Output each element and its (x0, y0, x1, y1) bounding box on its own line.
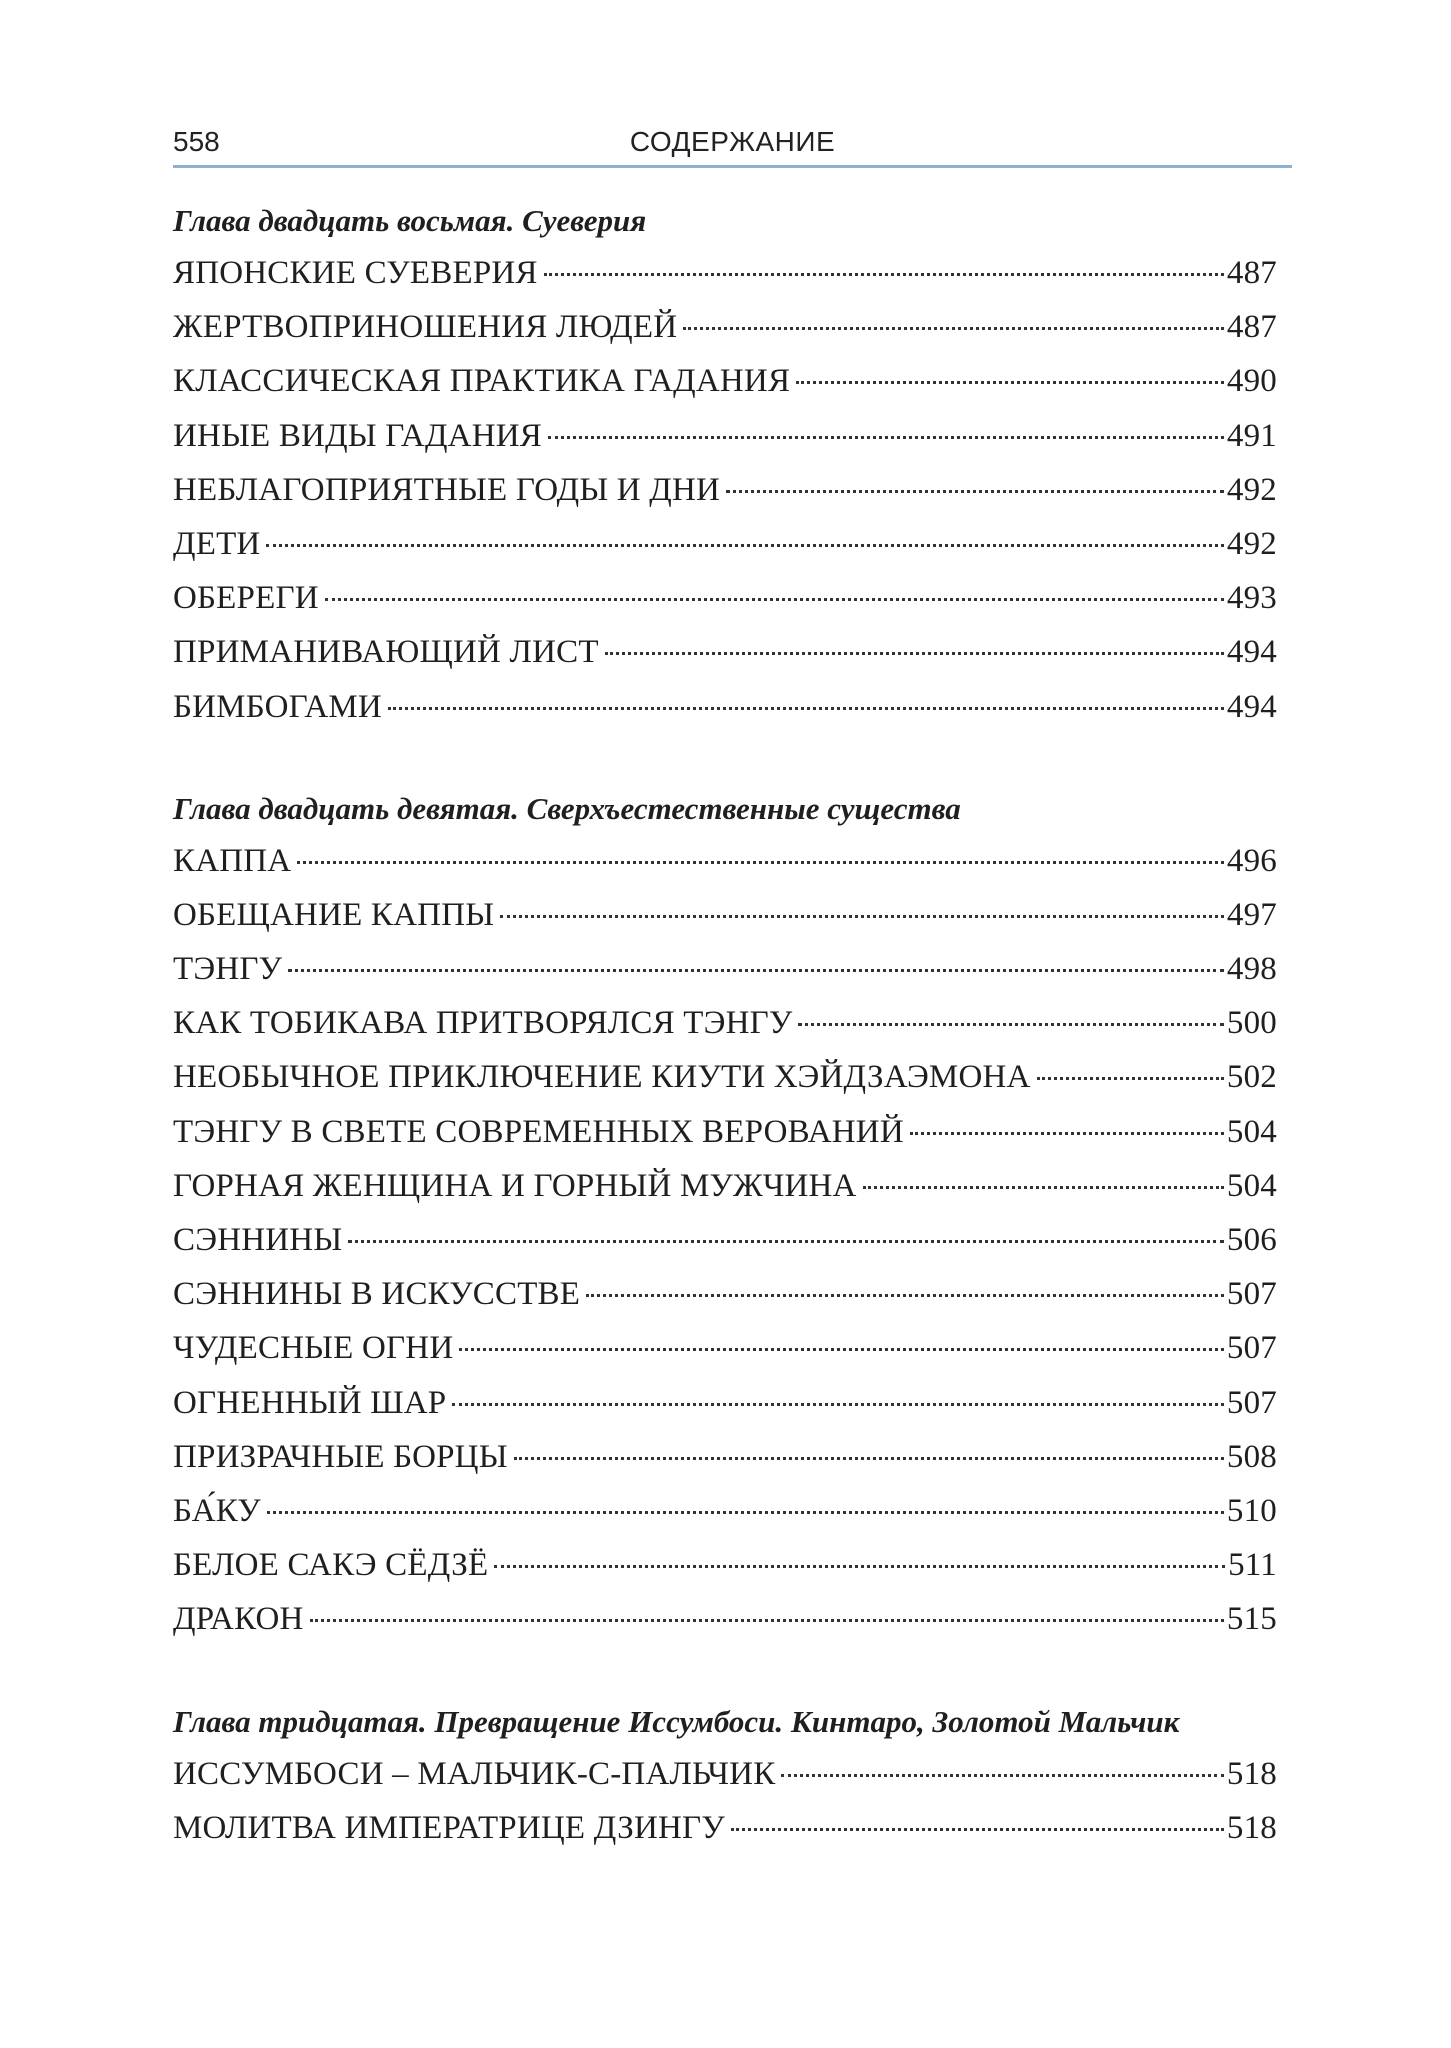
toc-entry (173, 888, 1277, 942)
toc-entry (173, 1538, 1277, 1592)
toc-entry (173, 1747, 1277, 1801)
toc-entry (173, 1801, 1277, 1855)
dot-leader (781, 1774, 1223, 1777)
entry-title: СЭННИНЫ (173, 1222, 343, 1258)
chapter-title: Глава двадцать девятая. Сверхъестественные существа (173, 790, 961, 826)
entry-page-number: 496 (1226, 842, 1277, 879)
dot-leader (683, 327, 1224, 330)
toc-entry (173, 300, 1277, 354)
entry-page-number: 492 (1226, 471, 1277, 508)
dot-leader (586, 1294, 1224, 1297)
toc-entry (173, 517, 1277, 571)
entry-title: ТЭНГУ (173, 951, 283, 988)
dot-leader (494, 1565, 1225, 1568)
entry-title: ЯПОНСКИЕ СУЕВЕРИЯ (173, 255, 538, 291)
entry-page-number: 518 (1226, 1755, 1277, 1792)
entry-title: ОГНЕННЫЙ ШАР (173, 1384, 447, 1421)
toc-entry (173, 1213, 1277, 1267)
dot-leader (325, 598, 1224, 601)
entry-title: ПРИЗРАЧНЫЕ БОРЦЫ (173, 1438, 508, 1475)
entry-title: МОЛИТВА ИМПЕРАТРИЦЕ ДЗИНГУ (173, 1809, 725, 1846)
entry-page-number: 493 (1226, 580, 1277, 617)
chapter-28 (173, 198, 1277, 734)
entry-title: ТЭНГУ В СВЕТЕ СОВРЕМЕННЫХ ВЕРОВАНИЙ (173, 1113, 904, 1150)
dot-leader (310, 1619, 1224, 1622)
toc-entry (173, 1430, 1277, 1484)
dot-leader (452, 1403, 1224, 1406)
entry-title: ГОРНАЯ ЖЕНЩИНА И ГОРНЫЙ МУЖЧИНА (173, 1167, 857, 1204)
entry-title: ОБЕРЕГИ (173, 580, 319, 617)
entry-title: ПРИМАНИВАЮЩИЙ ЛИСТ (173, 634, 599, 671)
toc-entry (173, 625, 1277, 679)
entry-page-number: 494 (1226, 634, 1277, 671)
toc-entry (173, 996, 1277, 1050)
toc-entry (173, 246, 1277, 300)
entry-title: КАК ТОБИКАВА ПРИТВОРЯЛСЯ ТЭНГУ (173, 1005, 793, 1042)
entry-page-number: 490 (1226, 363, 1277, 400)
chapter-30 (173, 1699, 1277, 1855)
entry-title: БЕЛОЕ САКЭ СЁДЗЁ (173, 1547, 489, 1584)
toc-entry (173, 571, 1277, 625)
chapter-title: Глава тридцатая. Превращение Иссумбоси. Кинтаро, Золотой Мальчик (173, 1703, 1180, 1739)
dot-leader (798, 1023, 1223, 1026)
chapter-title: Глава двадцать восьмая. Суеверия (173, 203, 647, 238)
toc-entry (173, 1592, 1277, 1646)
entry-title: ЖЕРТВОПРИНОШЕНИЯ ЛЮДЕЙ (173, 309, 678, 346)
entry-page-number: 487 (1226, 309, 1277, 346)
toc-entry (173, 463, 1277, 517)
dot-leader (1037, 1077, 1224, 1080)
dot-leader (726, 490, 1224, 493)
header-rule (173, 165, 1292, 168)
entry-page-number: 507 (1226, 1384, 1277, 1421)
entry-page-number: 507 (1226, 1330, 1277, 1367)
entry-page-number: 515 (1226, 1601, 1277, 1638)
entry-title: БИМБОГАМИ (173, 688, 382, 725)
toc-entry (173, 1376, 1277, 1430)
dot-leader (267, 1511, 1224, 1514)
entry-page-number: 504 (1226, 1113, 1277, 1150)
dot-leader (514, 1457, 1224, 1460)
entry-page-number: 487 (1226, 255, 1277, 291)
toc-entry (173, 354, 1277, 408)
entry-page-number: 494 (1226, 688, 1277, 725)
dot-leader (863, 1186, 1224, 1189)
dot-leader (266, 544, 1223, 547)
entry-page-number: 508 (1226, 1438, 1277, 1475)
dot-leader (288, 969, 1224, 972)
dot-leader (910, 1132, 1224, 1135)
table-of-contents (173, 198, 1277, 1855)
entry-title: КЛАССИЧЕСКАЯ ПРАКТИКА ГАДАНИЯ (173, 363, 791, 400)
entry-title: НЕБЛАГОПРИЯТНЫЕ ГОДЫ И ДНИ (173, 471, 721, 508)
entry-title: БА́КУ (173, 1492, 261, 1529)
toc-entry (173, 1267, 1277, 1321)
dot-leader (605, 652, 1224, 655)
dot-leader (548, 436, 1224, 439)
dot-leader (459, 1348, 1224, 1351)
toc-entry (173, 942, 1277, 996)
dot-leader (388, 707, 1224, 710)
dot-leader (544, 273, 1224, 276)
entry-page-number: 518 (1226, 1809, 1277, 1846)
entry-page-number: 504 (1226, 1167, 1277, 1204)
dot-leader (731, 1828, 1224, 1831)
running-head (173, 118, 1292, 168)
page-number: 558 (173, 126, 220, 157)
entry-title: СЭННИНЫ В ИСКУССТВЕ (173, 1276, 581, 1313)
toc-entry (173, 680, 1277, 734)
dot-leader (796, 381, 1224, 384)
entry-title: НЕОБЫЧНОЕ ПРИКЛЮЧЕНИЕ КИУТИ ХЭЙДЗАЭМОНА (173, 1059, 1031, 1096)
entry-page-number: 510 (1226, 1492, 1277, 1529)
entry-page-number: 506 (1226, 1222, 1277, 1258)
chapter-29 (173, 786, 1277, 1647)
toc-entry (173, 1105, 1277, 1159)
entry-title: ОБЕЩАНИЕ КАППЫ (173, 896, 495, 933)
toc-entry (173, 1484, 1277, 1538)
entry-page-number: 507 (1226, 1276, 1277, 1313)
toc-entry (173, 409, 1277, 463)
entry-title: ЧУДЕСНЫЕ ОГНИ (173, 1330, 454, 1367)
entry-page-number: 497 (1226, 896, 1277, 933)
section-title: СОДЕРЖАНИЕ (629, 126, 836, 157)
entry-page-number: 491 (1226, 417, 1277, 454)
entry-page-number: 500 (1226, 1005, 1277, 1042)
entry-title: КАППА (173, 842, 292, 879)
entry-page-number: 502 (1226, 1059, 1277, 1096)
entry-title: ИССУМБОСИ – МАЛЬЧИК-С-ПАЛЬЧИК (173, 1755, 776, 1792)
toc-entry (173, 834, 1277, 888)
entry-page-number: 492 (1226, 525, 1277, 562)
entry-page-number: 498 (1226, 951, 1277, 988)
dot-leader (348, 1240, 1224, 1243)
entry-title: ДЕТИ (173, 525, 261, 562)
toc-entry (173, 1321, 1277, 1375)
entry-title: ДРАКОН (173, 1601, 304, 1638)
dot-leader (297, 861, 1224, 864)
dot-leader (500, 915, 1224, 918)
entry-title: ИНЫЕ ВИДЫ ГАДАНИЯ (173, 417, 542, 454)
toc-entry (173, 1050, 1277, 1104)
entry-page-number: 511 (1228, 1547, 1277, 1584)
toc-entry (173, 1159, 1277, 1213)
